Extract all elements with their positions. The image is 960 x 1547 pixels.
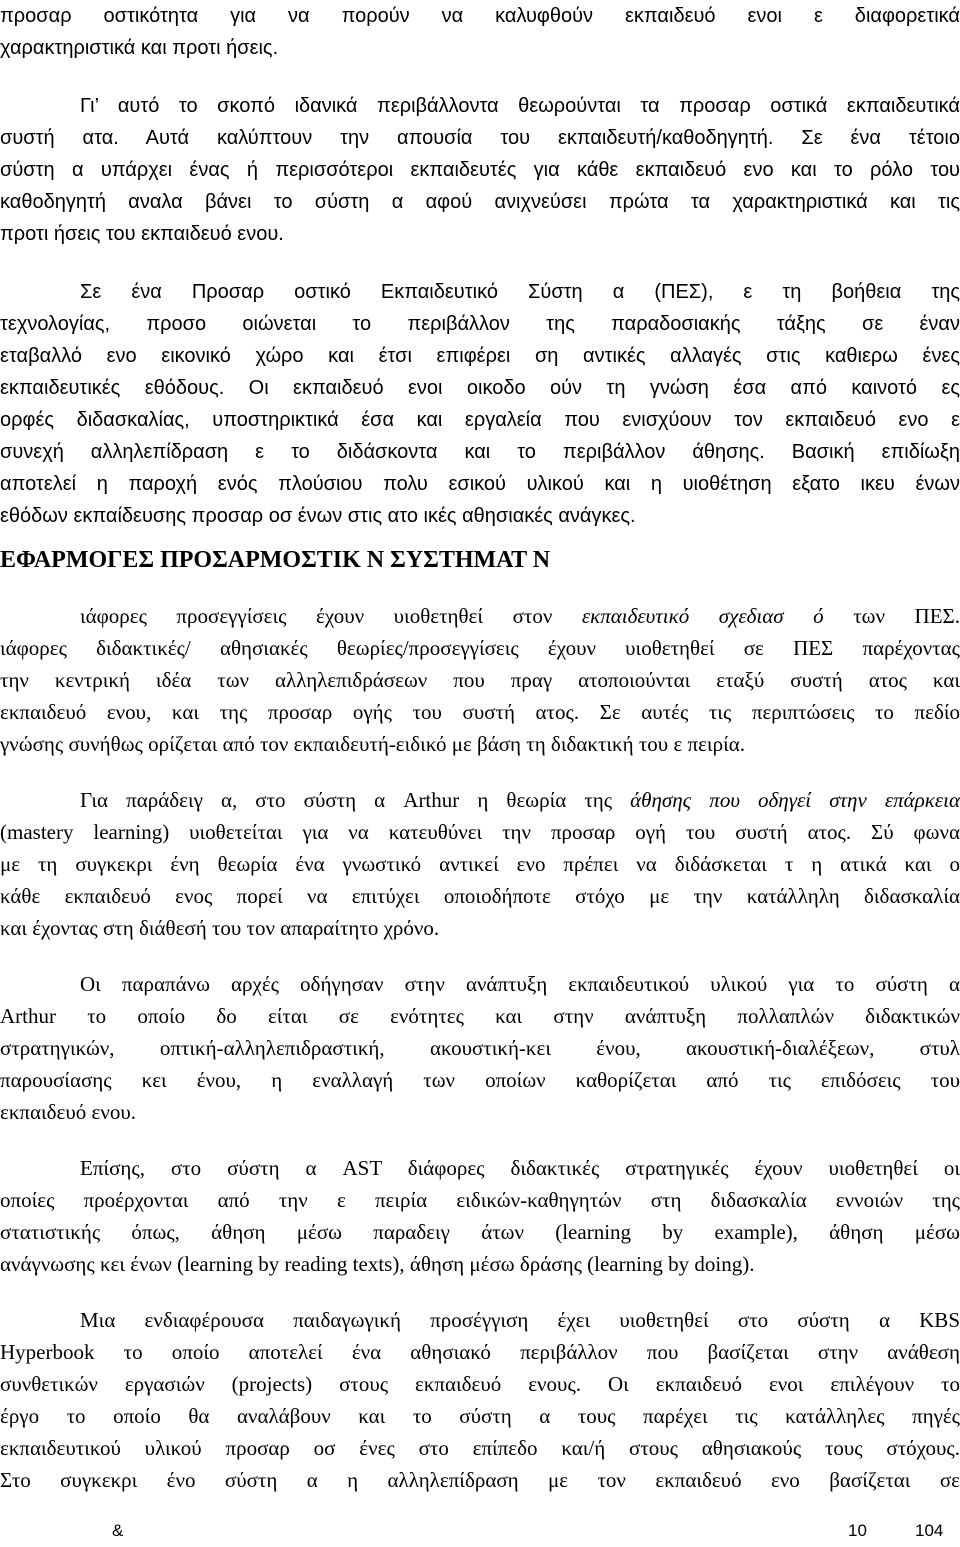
italic-term: άθησης που οδηγεί στην επάρκεια — [630, 788, 960, 812]
paragraph-line: την κεντρική ιδέα των αλληλεπιδράσεων που πραγ ατοποιούνται εταξύ συστή ατος και — [0, 668, 960, 692]
paragraph-line: γνώσης συνήθως ορίζεται από τον εκπαιδευτή-ειδικό με βάση τη διδακτική του ε πειρία. — [0, 732, 745, 756]
paragraph-line: εκπαιδευό ενου, και της προσαρ ογής του συστή ατος. Σε αυτές τις περιπτώσεις το πεδίο — [0, 700, 960, 724]
paragraph-line: στρατηγικών, οπτική-αλληλεπιδραστική, ακουστική-κει ένου, ακουστική-διαλέξεων, στυλ — [0, 1036, 960, 1060]
paragraph-line: προτι ήσεις του εκπαιδευό ενου. — [0, 223, 284, 245]
paragraph-line: εκπαιδευτικού υλικού προσαρ οσ ένες στο επίπεδο και/ή στους αθησιακούς τους στόχους. — [0, 1436, 960, 1460]
paragraph-line: Hyperbook το οποίο αποτελεί ένα αθησιακό περιβάλλον που βασίζεται στην ανάθεση — [0, 1340, 960, 1364]
paragraph-line: Σε ένα Προσαρ οστικό Εκπαιδευτικό Σύστη α (ΠΕΣ), ε τη βοήθεια της — [80, 281, 960, 303]
paragraph-line — [0, 784, 960, 816]
paragraph-line: συνεχή αλληλεπίδραση ε το διδάσκοντα και το περιβάλλον άθησης. Βασική επιδίωξη — [0, 441, 960, 463]
paragraph-line: Μια ενδιαφέρουσα παιδαγωγική προσέγγιση έχει υιοθετηθεί στο σύστη α KBS — [80, 1308, 960, 1332]
paragraph-line: έργο το οποίο θα αναλάβουν και το σύστη α τους παρέχει τις κατάλληλες πηγές — [0, 1404, 960, 1428]
paragraph-line: σύστη α υπάρχει ένας ή περισσότεροι εκπαιδευτές για κάθε εκπαιδευό ενο και το ρόλο του — [0, 159, 960, 181]
paragraph-line: (mastery learning) υιοθετείται για να κατευθύνει την προσαρ ογή του συστή ατος. Σύ φωνα — [0, 820, 960, 844]
paragraph-line: Γι’ αυτό το σκοπό ιδανικά περιβάλλοντα θεωρούνται τα προσαρ οστικά εκπαιδευτικά — [80, 95, 960, 117]
paragraph-line: αποτελεί η παροχή ενός πλούσιου πολυ εσικού υλικού και η υιοθέτηση εξατο ικευ ένων — [0, 473, 960, 495]
paragraph-line: χαρακτηριστικά και προτι ήσεις. — [0, 37, 279, 59]
paragraph-line: εκπαιδευτικές εθόδους. Οι εκπαιδευό ενοι οικοδο ούν τη γνώση έσα από καινοτό ες — [0, 377, 960, 399]
footer-mark: & — [112, 1521, 124, 1540]
page-total: 104 — [915, 1521, 944, 1540]
text-run: Για παράδειγ α, στο σύστη α Arthur η θεωρία της — [80, 788, 631, 812]
paragraph-line: στατιστικής όπως, άθηση μέσω παραδειγ άτων (learning by example), άθηση μέσω — [0, 1220, 960, 1244]
paragraph-line: Στο συγκεκρι ένο σύστη α η αλληλεπίδραση με τον εκπαιδευό ενο βασίζεται σε — [0, 1468, 960, 1492]
italic-term: εκπαιδευτικό σχεδιασ ό — [581, 604, 824, 628]
paragraph-line: εταβαλλό ενο εικονικό χώρο και έτσι επιφέρει ση αντικές αλλαγές στις καθιερω ένες — [0, 345, 960, 367]
page-number: 10 — [848, 1521, 867, 1540]
paragraph-line: οποίες προέρχονται από την ε πειρία ειδικών-καθηγητών στη διδασκαλία εννοιών της — [0, 1188, 960, 1212]
paragraph-line: Επίσης, στο σύστη α AST διάφορες διδακτικές στρατηγικές έχουν υιοθετηθεί οι — [80, 1156, 960, 1180]
paragraph-line: προσαρ οστικότητα για να πορούν να καλυφθούν εκπαιδευό ενοι ε διαφορετικά — [0, 5, 960, 27]
paragraph-line: εθόδων εκπαίδευσης προσαρ οσ ένων στις ατο ικές αθησιακές ανάγκες. — [0, 505, 636, 527]
section-heading: ΕΦΑΡΜΟΓΕΣ ΠΡΟΣΑΡΜΟΣΤΙΚ Ν ΣΥΣΤΗΜΑΤ Ν — [0, 547, 551, 573]
paragraph-line: με τη συγκεκρι ένη θεωρία ένα γνωστικό αντικεί ενο πρέπει να διδάσκεται τ η ατικά και ο — [0, 852, 960, 876]
paragraph-line: και έχοντας στη διάθεσή του τον απαραίτητο χρόνο. — [0, 916, 440, 940]
paragraph-line: Arthur το οποίο δο είται σε ενότητες και στην ανάπτυξη πολλαπλών διδακτικών — [0, 1004, 960, 1028]
paragraph-line: καθοδηγητή αναλα βάνει το σύστη α αφού ανιχνεύσει πρώτα τα χαρακτηριστικά και τις — [0, 191, 960, 213]
paragraph-line: κάθε εκπαιδευό ενος πορεί να επιτύχει οποιοδήποτε στόχο με την κατάλληλη διδασκαλία — [0, 884, 960, 908]
paragraph-line: συστή ατα. Αυτά καλύπτουν την απουσία του εκπαιδευτή/καθοδηγητή. Σε ένα τέτοιο — [0, 127, 960, 149]
paragraph-line — [0, 600, 960, 632]
paragraph-line: ανάγνωσης κει ένων (learning by reading texts), άθηση μέσω δράσης (learning by doing). — [0, 1252, 755, 1276]
text-run: των ΠΕΣ. — [823, 604, 960, 628]
text-run: ιάφορες προσεγγίσεις έχουν υιοθετηθεί στον — [80, 604, 582, 628]
paragraph-line: ιάφορες διδακτικές/ αθησιακές θεωρίες/προσεγγίσεις έχουν υιοθετηθεί σε ΠΕΣ παρέχοντας — [0, 636, 960, 660]
paragraph-line: ορφές διδασκαλίας, υποστηρικτικά έσα και εργαλεία που ενισχύουν τον εκπαιδευό ενο ε — [0, 409, 960, 431]
paragraph-line: συνθετικών εργασιών (projects) στους εκπαιδευό ενους. Οι εκπαιδευό ενοι επιλέγουν το — [0, 1372, 960, 1396]
paragraph-line: Οι παραπάνω αρχές οδήγησαν στην ανάπτυξη εκπαιδευτικού υλικού για το σύστη α — [80, 972, 960, 996]
paragraph-line: παρουσίασης κει ένου, η εναλλαγή των οποίων καθορίζεται από τις επιδόσεις του — [0, 1068, 960, 1092]
paragraph-line: εκπαιδευό ενου. — [0, 1100, 136, 1124]
paragraph-line: τεχνολογίας, προσο οιώνεται το περιβάλλον της παραδοσιακής τάξης σε έναν — [0, 313, 960, 335]
